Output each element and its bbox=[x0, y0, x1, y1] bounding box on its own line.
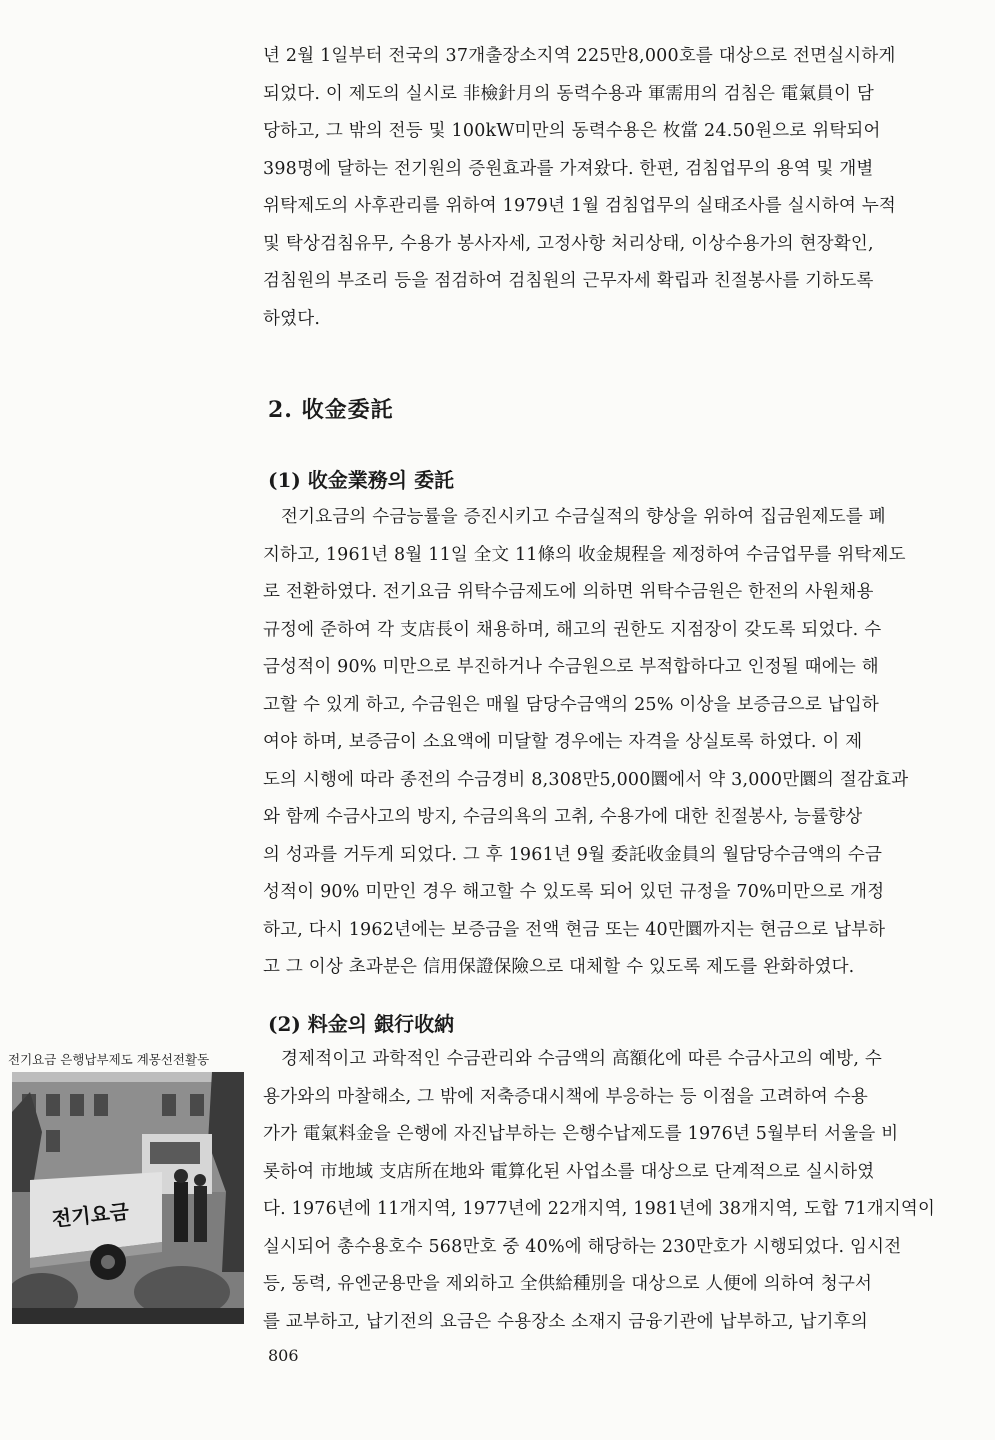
text-line: 도의 시행에 따라 종전의 수금경비 8,308만5,000圜에서 약 3,000만圜의 절감효과 bbox=[263, 769, 909, 790]
text-line: 와 함께 수금사고의 방지, 수금의욕의 고취, 수용가에 대한 친절봉사, 능률향상 bbox=[263, 807, 863, 827]
text-line: 가가 電氣料金을 은행에 자진납부하는 은행수납제도를 1976년 5월부터 서울을 비 bbox=[263, 1124, 899, 1144]
page-number: 806 bbox=[268, 1346, 299, 1365]
subsection-heading: (2) 料金의 銀行收納 bbox=[268, 1012, 455, 1036]
text-line: 경제적이고 과학적인 수금관리와 수금액의 高額化에 따른 수금사고의 예방, 수 bbox=[281, 1049, 883, 1069]
text-line: 여야 하며, 보증금이 소요액에 미달할 경우에는 자격을 상실토록 하였다. 이 제 bbox=[263, 732, 863, 752]
text-line: 398명에 달하는 전기원의 증원효과를 가져왔다. 한편, 검침업무의 용역 및 개별 bbox=[263, 158, 874, 179]
text-line: 하였다. bbox=[263, 308, 321, 329]
text-line: 고할 수 있게 하고, 수금원은 매월 담당수금액의 25% 이상을 보증금으로 납입하 bbox=[263, 694, 880, 715]
text-line: 검침원의 부조리 등을 점검하여 검침원의 근무자세 확립과 친절봉사를 기하도록 bbox=[263, 271, 874, 291]
text-line: 금성적이 90% 미만으로 부진하거나 수금원으로 부적합하다고 인정될 때에는 해 bbox=[263, 657, 879, 677]
text-line: 다. 1976년에 11개지역, 1977년에 22개지역, 1981년에 38개지역, 도합 71개지역이 bbox=[263, 1199, 936, 1219]
text-line: 롯하여 市地域 支店所在地와 電算化된 사업소를 대상으로 단계적으로 실시하였 bbox=[263, 1161, 875, 1182]
campaign-photo bbox=[12, 1072, 244, 1324]
text-line: 용가와의 마찰해소, 그 밖에 저축증대시책에 부응하는 등 이점을 고려하여 수용 bbox=[263, 1086, 868, 1107]
text-line: 및 탁상검침유무, 수용가 봉사자세, 고정사항 처리상태, 이상수용가의 현장확인, bbox=[263, 233, 874, 254]
text-line: 규정에 준하여 각 支店長이 채용하며, 해고의 권한도 지점장이 갖도록 되었다. 수 bbox=[263, 619, 882, 640]
text-line: 위탁제도의 사후관리를 위하여 1979년 1월 검침업무의 실태조사를 실시하여 누적 bbox=[263, 196, 897, 216]
text-line: 실시되어 총수용호수 568만호 중 40%에 해당하는 230만호가 시행되었다. 임시전 bbox=[263, 1236, 902, 1257]
text-line: 전기요금의 수금능률을 증진시키고 수금실적의 향상을 위하여 집금원제도를 폐 bbox=[281, 507, 886, 527]
photo-illustration bbox=[12, 1072, 244, 1324]
text-line: 하고, 다시 1962년에는 보증금을 전액 현금 또는 40만圜까지는 현금으로 납부하 bbox=[263, 919, 886, 940]
text-line: 당하고, 그 밖의 전등 및 100kW미만의 동력수용은 枚當 24.50원으로 위탁되어 bbox=[263, 121, 881, 141]
section-heading: 2. 收金委託 bbox=[268, 397, 394, 423]
body-paragraph bbox=[263, 1041, 943, 1341]
text-line: 성적이 90% 미만인 경우 해고할 수 있도록 되어 있던 규정을 70%미만으로 개정 bbox=[263, 882, 885, 902]
body-paragraph bbox=[263, 499, 943, 987]
text-line: 지하고, 1961년 8월 11일 全文 11條의 收金規程을 제정하여 수금업무를 위탁제도 bbox=[263, 544, 906, 565]
text-line: 되었다. 이 제도의 실시로 非檢針月의 동력수용과 軍需用의 검침은 電氣員이 담 bbox=[263, 83, 874, 104]
text-line: 년 2월 1일부터 전국의 37개출장소지역 225만8,000호를 대상으로 전면실시하게 bbox=[263, 46, 896, 66]
photo-caption: 전기요금 은행납부제도 계몽선전활동 bbox=[8, 1052, 210, 1067]
subsection-heading: (1) 收金業務의 委託 bbox=[268, 468, 455, 492]
text-line: 를 교부하고, 납기전의 요금은 수용장소 소재지 금융기관에 납부하고, 납기후의 bbox=[263, 1311, 868, 1332]
intro-paragraph bbox=[263, 38, 943, 338]
text-line: 의 성과를 거두게 되었다. 그 후 1961년 9월 委託收金員의 월담당수금액의 수금 bbox=[263, 844, 883, 865]
truck-sign-text: 전기요금 bbox=[50, 1199, 131, 1232]
text-line: 등, 동력, 유엔군용만을 제외하고 全供給種別을 대상으로 人便에 의하여 청구서 bbox=[263, 1274, 873, 1294]
text-line: 로 전환하였다. 전기요금 위탁수금제도에 의하면 위탁수금원은 한전의 사원채용 bbox=[263, 582, 874, 602]
text-line: 고 그 이상 초과분은 信用保證保險으로 대체할 수 있도록 제도를 완화하였다. bbox=[263, 957, 855, 977]
